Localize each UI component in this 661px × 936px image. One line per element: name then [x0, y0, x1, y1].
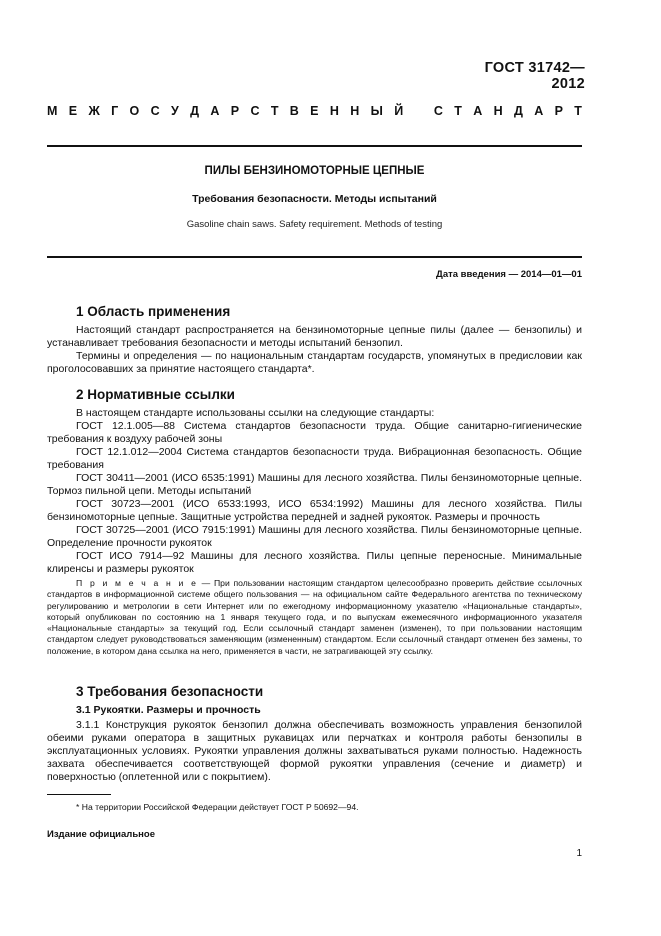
banner-letter: С [250, 104, 260, 118]
banner-letter: Е [310, 104, 319, 118]
section-3-heading: 3 Требования безопасности [76, 684, 264, 699]
official-edition-label: Издание официальное [47, 829, 155, 840]
banner-letter: А [473, 104, 483, 118]
section-2-heading: 2 Нормативные ссылки [76, 387, 235, 402]
banner-letter: Д [513, 104, 523, 118]
document-title: ПИЛЫ БЕНЗИНОМОТОРНЫЕ ЦЕПНЫЕ [204, 165, 425, 177]
banner-letter: С [433, 104, 443, 118]
footnote-rule [47, 794, 111, 795]
introduction-date: Дата введения — 2014—01—01 [436, 269, 582, 280]
banner-letter: А [210, 104, 220, 118]
references-intro: В настоящем стандарте использованы ссылки на следующие стандарты: [76, 407, 435, 419]
banner-letter: В [289, 104, 299, 118]
page-number: 1 [576, 848, 582, 859]
banner-letter: Н [493, 104, 503, 118]
banner-gap [415, 104, 423, 118]
banner-letter: Т [574, 104, 582, 118]
banner-letter: Н [350, 104, 360, 118]
english-title: Gasoline chain saws. Safety requirement. Methods of testing [186, 219, 443, 230]
banner-letter: Р [230, 104, 240, 118]
note [47, 578, 582, 657]
section-1-heading: 1 Область применения [76, 304, 231, 319]
banner-letter: Г [111, 104, 119, 118]
banner-letter: Р [554, 104, 563, 118]
reference-item: ГОСТ ИСО 7914—92 Машины для лесного хозяйства. Пилы цепные переносные. Минимальные клиренсы и размеры рукояток [47, 550, 582, 575]
footnote: * На территории Российской Федерации действует ГОСТ Р 50692—94. [76, 802, 359, 812]
banner-letter: У [171, 104, 179, 118]
banner-letter: А [534, 104, 544, 118]
section-1-paragraph: Настоящий стандарт распространяется на бензиномоторные цепные пилы (далее — бензопилы) и устанавливает требования безопасности и методы испытаний бензопил. [47, 324, 582, 349]
banner-letter: Е [68, 104, 78, 118]
note-label: П р и м е ч а н и е [76, 578, 198, 588]
banner-letter: Ж [88, 104, 100, 118]
section-1-paragraph: Термины и определения — по национальным стандартам государств, упомянутых в предисловии как проголосовавших за принятие настоящего стандарта*. [47, 350, 582, 375]
section-2-body [47, 407, 582, 576]
reference-item: ГОСТ 30411—2001 (ИСО 6535:1991) Машины для лесного хозяйства. Пилы бензиномоторные цепные. Тормоз пильной цепи. Методы испытаний [47, 472, 582, 497]
reference-item: ГОСТ 30723—2001 (ИСО 6533:1993, ИСО 6534:1992) Машины для лесного хозяйства. Пилы бензиномоторные цепные. Защитные устройства передней и задней рукояток. Размеры и прочность [47, 498, 582, 523]
note-text: — При пользовании настоящим стандартом целесообразно проверить действие ссылочных стандартов в информационной системе общего пользования — на официальном сайте Федерального агентства по техническому регулированию и метрологии в сети Интернет или по ежегодному информационному указателю «Национальные стандарты», который опубликован по состоянию на 1 января текущего года, и по выпускам ежемесячного информационного указателя «Национальные стандарты» за текущий год. Если ссылочный стандарт заменен (изменен), то при пользовании настоящим стандартом следует руководствоваться заменяющим (измененным) стандартом. Если ссылочный стандарт отменен без замены, то положение, в котором дана ссылка на него, применяется в части, не затрагивающей эту ссылку. [47, 578, 583, 656]
banner-letter: Н [329, 104, 339, 118]
clause-3-1-1: 3.1.1 Конструкция рукояток бензопил должна обеспечивать возможность управления бензопилой обеими руками оператора в защитных рукавицах или перчатках и контроля работы бензопилы в эксплуатационных условиях. Рукоятки управления должны захватываться руками полностью. Надежность захвата обеспечивается соответствующей формой рукоятки управления (сечение и диаметр) и поверхностью (оплетенной или с покрытием). [47, 719, 582, 783]
reference-item: ГОСТ 12.1.012—2004 Система стандартов безопасности труда. Вибрационная безопасность. Общие требования [47, 446, 582, 471]
banner-letter: С [150, 104, 160, 118]
banner-letter: О [129, 104, 140, 118]
banner-letter: Ы [370, 104, 383, 118]
banner-letter: Д [190, 104, 200, 118]
interstate-standard-banner [47, 104, 582, 118]
top-rule [47, 145, 582, 147]
reference-item: ГОСТ 12.1.005—88 Система стандартов безопасности труда. Общие санитарно-гигиенические требования к воздуху рабочей зоны [47, 420, 582, 445]
reference-item: ГОСТ 30725—2001 (ИСО 7915:1991) Машины для лесного хозяйства. Пилы бензиномоторные цепные. Определение прочности рукояток [47, 524, 582, 549]
document-code: ГОСТ 31742—2012 [484, 60, 585, 92]
title-bottom-rule [47, 256, 582, 258]
banner-letter: Т [454, 104, 462, 118]
section-3-body [47, 719, 582, 784]
subsection-3-1-heading: 3.1 Рукоятки. Размеры и прочность [76, 704, 261, 716]
section-1-body [47, 324, 582, 376]
banner-letter: М [47, 104, 58, 118]
document-subtitle: Требования безопасности. Методы испытаний [192, 193, 437, 205]
banner-letter: Й [394, 104, 404, 118]
banner-letter: Т [270, 104, 279, 118]
